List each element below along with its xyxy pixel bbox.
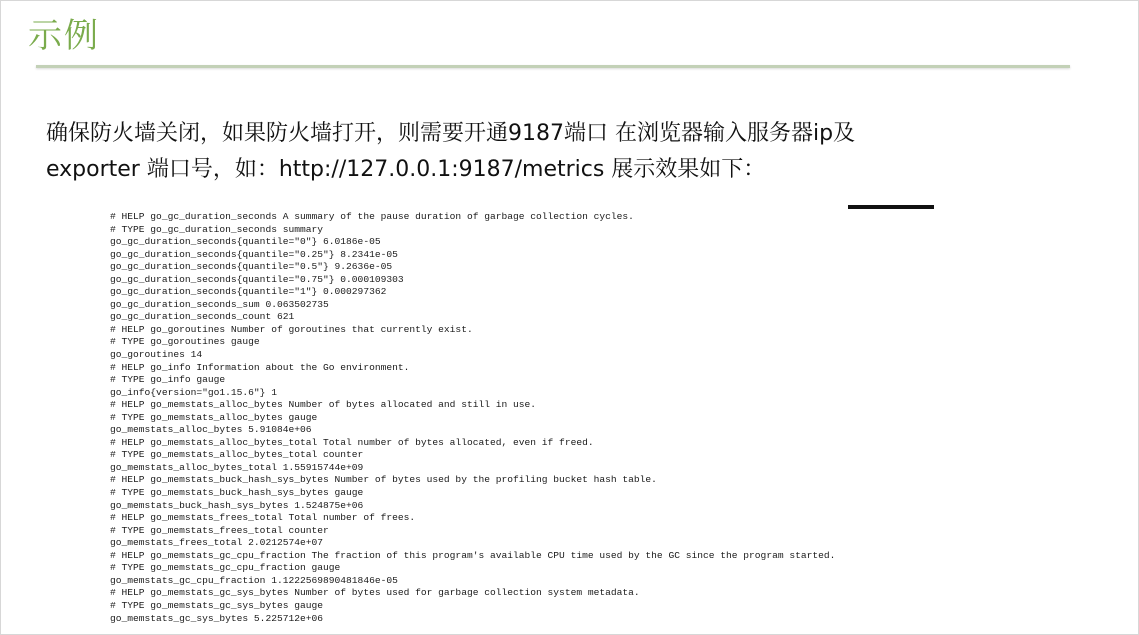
metrics-line: # HELP go_memstats_buck_hash_sys_bytes Number of bytes used by the profiling bucket hash table. bbox=[110, 474, 657, 486]
title-divider bbox=[36, 65, 1070, 68]
metrics-line: # HELP go_goroutines Number of goroutines that currently exist. bbox=[110, 323, 473, 335]
metrics-line: # TYPE go_memstats_alloc_bytes gauge bbox=[110, 411, 318, 423]
metrics-line: go_memstats_alloc_bytes 5.91084e+06 bbox=[110, 424, 312, 436]
dash-mark bbox=[848, 205, 934, 209]
metrics-line: go_gc_duration_seconds_sum 0.063502735 bbox=[110, 298, 329, 310]
metrics-line: # TYPE go_gc_duration_seconds summary bbox=[110, 223, 324, 235]
metrics-line: go_memstats_gc_sys_bytes 5.225712e+06 bbox=[110, 612, 324, 624]
metrics-line: # TYPE go_memstats_alloc_bytes_total counter bbox=[110, 449, 364, 461]
metrics-line: # TYPE go_memstats_gc_cpu_fraction gauge bbox=[110, 562, 341, 574]
metrics-line: go_gc_duration_seconds{quantile="0.75"} 0.000109303 bbox=[110, 273, 404, 285]
metrics-line: # HELP go_memstats_alloc_bytes Number of bytes allocated and still in use. bbox=[110, 399, 537, 411]
slide-body-text bbox=[46, 116, 1066, 188]
body-line: exporter 端口号，如：http://127.0.0.1:9187/metrics 展示效果如下： bbox=[46, 157, 766, 182]
metrics-line: go_gc_duration_seconds_count 621 bbox=[110, 311, 295, 323]
metrics-line: go_memstats_buck_hash_sys_bytes 1.524875e+06 bbox=[110, 499, 364, 511]
metrics-line: go_memstats_gc_cpu_fraction 1.1222569890481846e-05 bbox=[110, 574, 398, 586]
metrics-line: # TYPE go_memstats_frees_total counter bbox=[110, 524, 329, 536]
metrics-output-screenshot bbox=[110, 211, 950, 625]
metrics-line: # HELP go_memstats_gc_sys_bytes Number of bytes used for garbage collection system metadata. bbox=[110, 587, 640, 599]
metrics-line: # TYPE go_info gauge bbox=[110, 374, 226, 386]
metrics-line: # TYPE go_memstats_buck_hash_sys_bytes gauge bbox=[110, 487, 364, 499]
metrics-line: go_gc_duration_seconds{quantile="1"} 0.000297362 bbox=[110, 286, 387, 298]
metrics-line: # HELP go_gc_duration_seconds A summary of the pause duration of garbage collection cycles. bbox=[110, 211, 634, 222]
metrics-line: # TYPE go_memstats_gc_sys_bytes gauge bbox=[110, 599, 324, 611]
metrics-line: # HELP go_memstats_frees_total Total number of frees. bbox=[110, 512, 416, 524]
metrics-line: # HELP go_info Information about the Go environment. bbox=[110, 361, 410, 373]
metrics-line: go_goroutines 14 bbox=[110, 349, 203, 361]
slide-title: 示例 bbox=[28, 16, 100, 56]
metrics-line: go_gc_duration_seconds{quantile="0.25"} 8.2341e-05 bbox=[110, 248, 398, 260]
metrics-line: # HELP go_memstats_gc_cpu_fraction The fraction of this program's available CPU time used by the GC since the program started. bbox=[110, 549, 836, 561]
metrics-line: go_memstats_frees_total 2.0212574e+07 bbox=[110, 537, 324, 549]
body-line: 确保防火墙关闭，如果防火墙打开，则需要开通9187端口 在浏览器输入服务器ip及 bbox=[46, 121, 856, 146]
metrics-line: go_info{version="go1.15.6"} 1 bbox=[110, 386, 277, 398]
metrics-line: go_gc_duration_seconds{quantile="0.5"} 9.2636e-05 bbox=[110, 261, 393, 273]
metrics-line: go_gc_duration_seconds{quantile="0"} 6.0186e-05 bbox=[110, 236, 381, 248]
metrics-line: # TYPE go_goroutines gauge bbox=[110, 336, 260, 348]
metrics-line: go_memstats_alloc_bytes_total 1.55915744e+09 bbox=[110, 461, 364, 473]
metrics-line: # HELP go_memstats_alloc_bytes_total Total number of bytes allocated, even if freed. bbox=[110, 436, 594, 448]
